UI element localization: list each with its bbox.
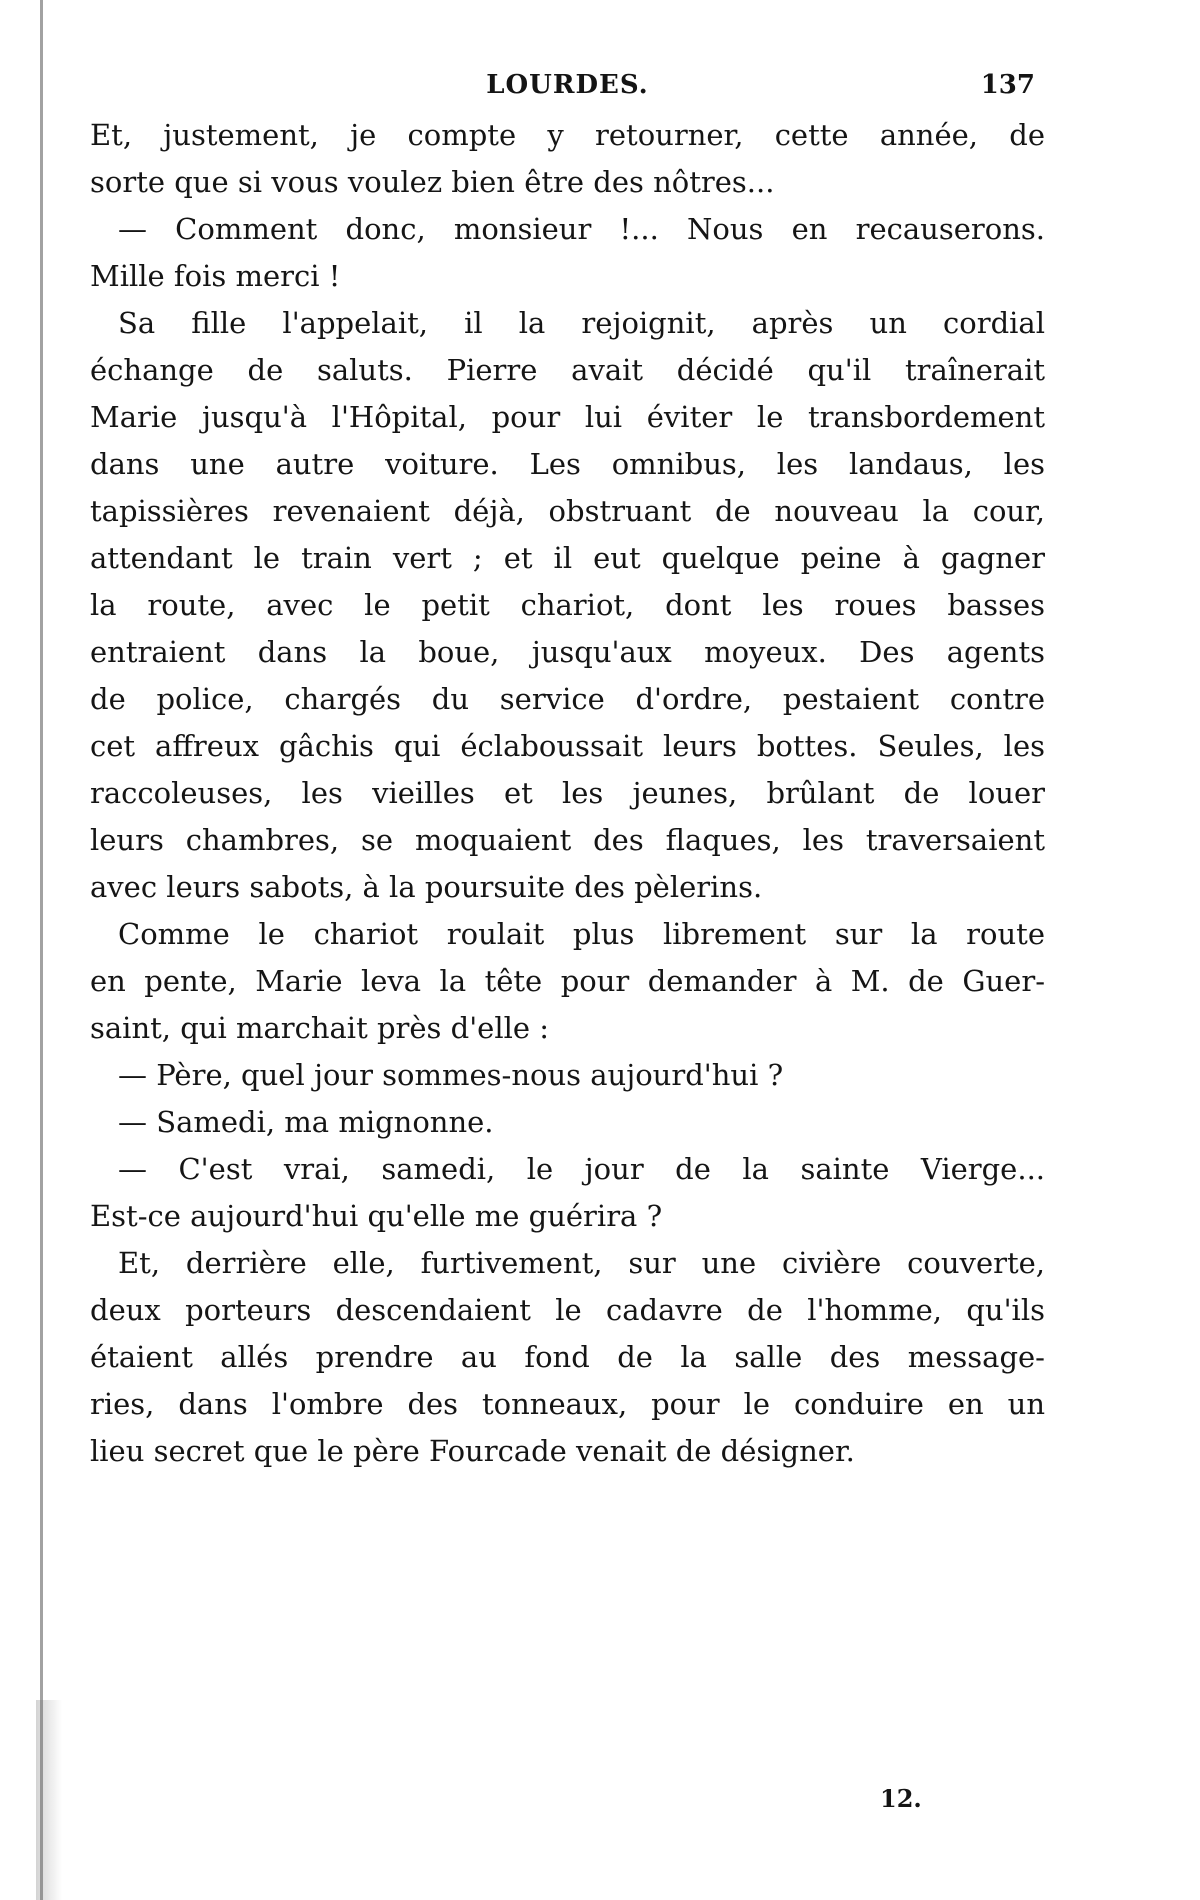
body-text	[90, 112, 1045, 1475]
text-line: étaient allés prendre au fond de la salle des message-	[90, 1340, 1045, 1374]
text-line: en pente, Marie leva la tête pour demander à M. de Guer-	[90, 964, 1045, 998]
text-line: Sa fille l'appelait, il la rejoignit, après un cordial	[118, 306, 1045, 340]
text-line: tapissières revenaient déjà, obstruant de nouveau la cour,	[90, 494, 1045, 528]
text-line: — Père, quel jour sommes-nous aujourd'hui ?	[118, 1058, 784, 1092]
text-line: Marie jusqu'à l'Hôpital, pour lui éviter le transbordement	[90, 400, 1045, 434]
text-line: Est-ce aujourd'hui qu'elle me guérira ?	[90, 1199, 663, 1233]
signature-mark: 12.	[880, 1784, 922, 1813]
text-line: dans une autre voiture. Les omnibus, les landaus, les	[90, 447, 1045, 481]
running-head	[90, 70, 1045, 104]
text-line: leurs chambres, se moquaient des flaques, les traversaient	[90, 823, 1045, 857]
text-line: sorte que si vous voulez bien être des nôtres...	[90, 165, 775, 199]
text-line: saint, qui marchait près d'elle :	[90, 1011, 550, 1045]
text-line: attendant le train vert ; et il eut quelque peine à gagner	[90, 541, 1045, 575]
text-line: échange de saluts. Pierre avait décidé qu'il traînerait	[90, 353, 1045, 387]
page-number: 137	[980, 70, 1035, 100]
text-line: — Comment donc, monsieur !... Nous en recauserons.	[118, 212, 1045, 246]
text-line: cet affreux gâchis qui éclaboussait leurs bottes. Seules, les	[90, 729, 1045, 763]
text-line: — Samedi, ma mignonne.	[118, 1105, 494, 1139]
text-line: deux porteurs descendaient le cadavre de l'homme, qu'ils	[90, 1293, 1045, 1327]
text-line: Comme le chariot roulait plus librement sur la route	[118, 917, 1045, 951]
running-title: LOURDES.	[486, 70, 649, 100]
binding-shadow	[36, 1700, 62, 1900]
text-line: ries, dans l'ombre des tonneaux, pour le conduire en un	[90, 1387, 1045, 1421]
text-line: Et, derrière elle, furtivement, sur une civière couverte,	[118, 1246, 1045, 1280]
text-line: entraient dans la boue, jusqu'aux moyeux. Des agents	[90, 635, 1045, 669]
text-line: lieu secret que le père Fourcade venait de désigner.	[90, 1434, 855, 1468]
text-line: — C'est vrai, samedi, le jour de la sainte Vierge...	[118, 1152, 1045, 1186]
text-line: la route, avec le petit chariot, dont les roues basses	[90, 588, 1045, 622]
text-line: Mille fois merci !	[90, 259, 341, 293]
text-line: raccoleuses, les vieilles et les jeunes, brûlant de louer	[90, 776, 1045, 810]
text-line: de police, chargés du service d'ordre, pestaient contre	[90, 682, 1045, 716]
binding-edge	[40, 0, 43, 1900]
text-line: avec leurs sabots, à la poursuite des pèlerins.	[90, 870, 763, 904]
text-line: Et, justement, je compte y retourner, cette année, de	[90, 118, 1045, 152]
